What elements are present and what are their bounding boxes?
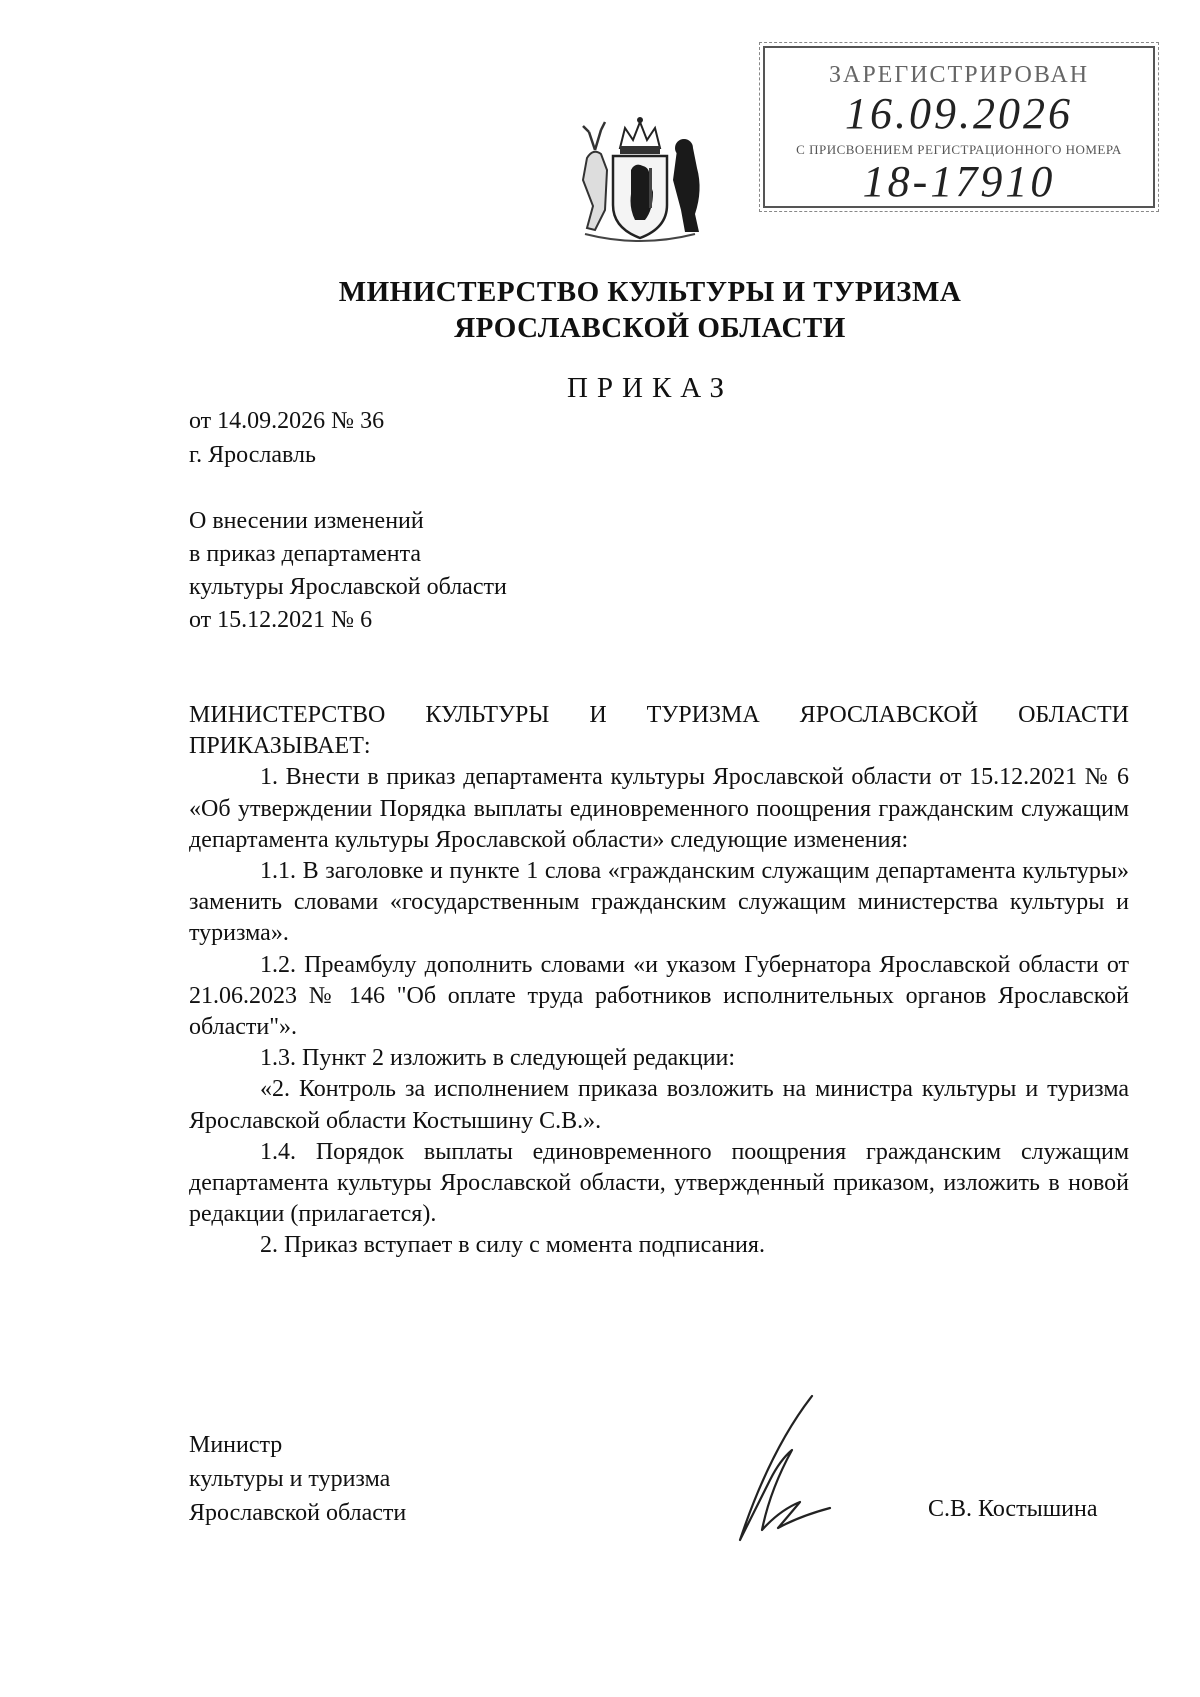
stamp-title: ЗАРЕГИСТРИРОВАН bbox=[828, 62, 1090, 88]
subject-line: культуры Ярославской области bbox=[189, 574, 507, 600]
document-title: ПРИКАЗ bbox=[566, 372, 734, 404]
body-paragraph: «2. Контроль за исполнением приказа возложить на министра культуры и туризма Ярославской области Костышину С.В.». bbox=[189, 1076, 1129, 1134]
body-paragraph: 1. Внести в приказ департамента культуры Ярославской области от 15.12.2021 № 6 «Об утверждении Порядка выплаты единовременного поощрения гражданским служащим департамента культуры Ярославской области» следующие изменения: bbox=[189, 764, 1129, 853]
handwritten-signature-icon bbox=[700, 1390, 850, 1550]
ministry-name-line1: МИНИСТЕРСТВО КУЛЬТУРЫ И ТУРИЗМА bbox=[338, 276, 962, 308]
body-paragraph: 1.1. В заголовке и пункте 1 слова «гражданским служащим департамента культуры» заменить словами «государственным гражданским служащим министерства культуры и туризма». bbox=[189, 858, 1129, 947]
order-date-number: от 14.09.2026 № 36 bbox=[189, 408, 385, 434]
body-paragraph: 1.4. Порядок выплаты единовременного поощрения гражданским служащим департамента культуры Ярославской области, утвержденный приказом, изложить в новой редакции (прилагается). bbox=[189, 1138, 1129, 1228]
signatory-position-line: Ярославской области bbox=[189, 1500, 407, 1526]
stamp-subtitle: С ПРИСВОЕНИЕМ РЕГИСТРАЦИОННОГО НОМЕРА bbox=[796, 142, 1122, 157]
signatory-position bbox=[189, 1428, 406, 1530]
order-body bbox=[189, 700, 1129, 1262]
body-paragraph: МИНИСТЕРСТВО КУЛЬТУРЫ И ТУРИЗМА ЯРОСЛАВСКОЙ ОБЛАСТИ ПРИКАЗЫВАЕТ: bbox=[189, 702, 1129, 760]
order-city: г. Ярославль bbox=[189, 442, 316, 468]
stamp-date: 16.09.2026 bbox=[845, 89, 1073, 138]
body-paragraph: 2. Приказ вступает в силу с момента подписания. bbox=[260, 1232, 765, 1259]
registration-stamp bbox=[763, 46, 1155, 208]
coat-of-arms-icon bbox=[565, 110, 715, 245]
subject-line: от 15.12.2021 № 6 bbox=[189, 607, 373, 633]
body-paragraph: 1.2. Преамбулу дополнить словами «и указом Губернатора Ярославской области от 21.06.2023 № 146 "Об оплате труда работников исполнительных органов Ярославской области"». bbox=[189, 951, 1129, 1041]
body-paragraph: 1.3. Пункт 2 изложить в следующей редакции: bbox=[260, 1045, 736, 1072]
stamp-number: 18-17910 bbox=[862, 157, 1056, 206]
signatory-name: С.В. Костышина bbox=[928, 1496, 1098, 1522]
ministry-name-line2: ЯРОСЛАВСКОЙ ОБЛАСТИ bbox=[454, 312, 846, 344]
signatory-position-line: культуры и туризма bbox=[189, 1466, 391, 1492]
subject-line: в приказ департамента bbox=[189, 541, 422, 567]
signatory-position-line: Министр bbox=[189, 1432, 283, 1458]
subject-line: О внесении изменений bbox=[189, 508, 424, 534]
